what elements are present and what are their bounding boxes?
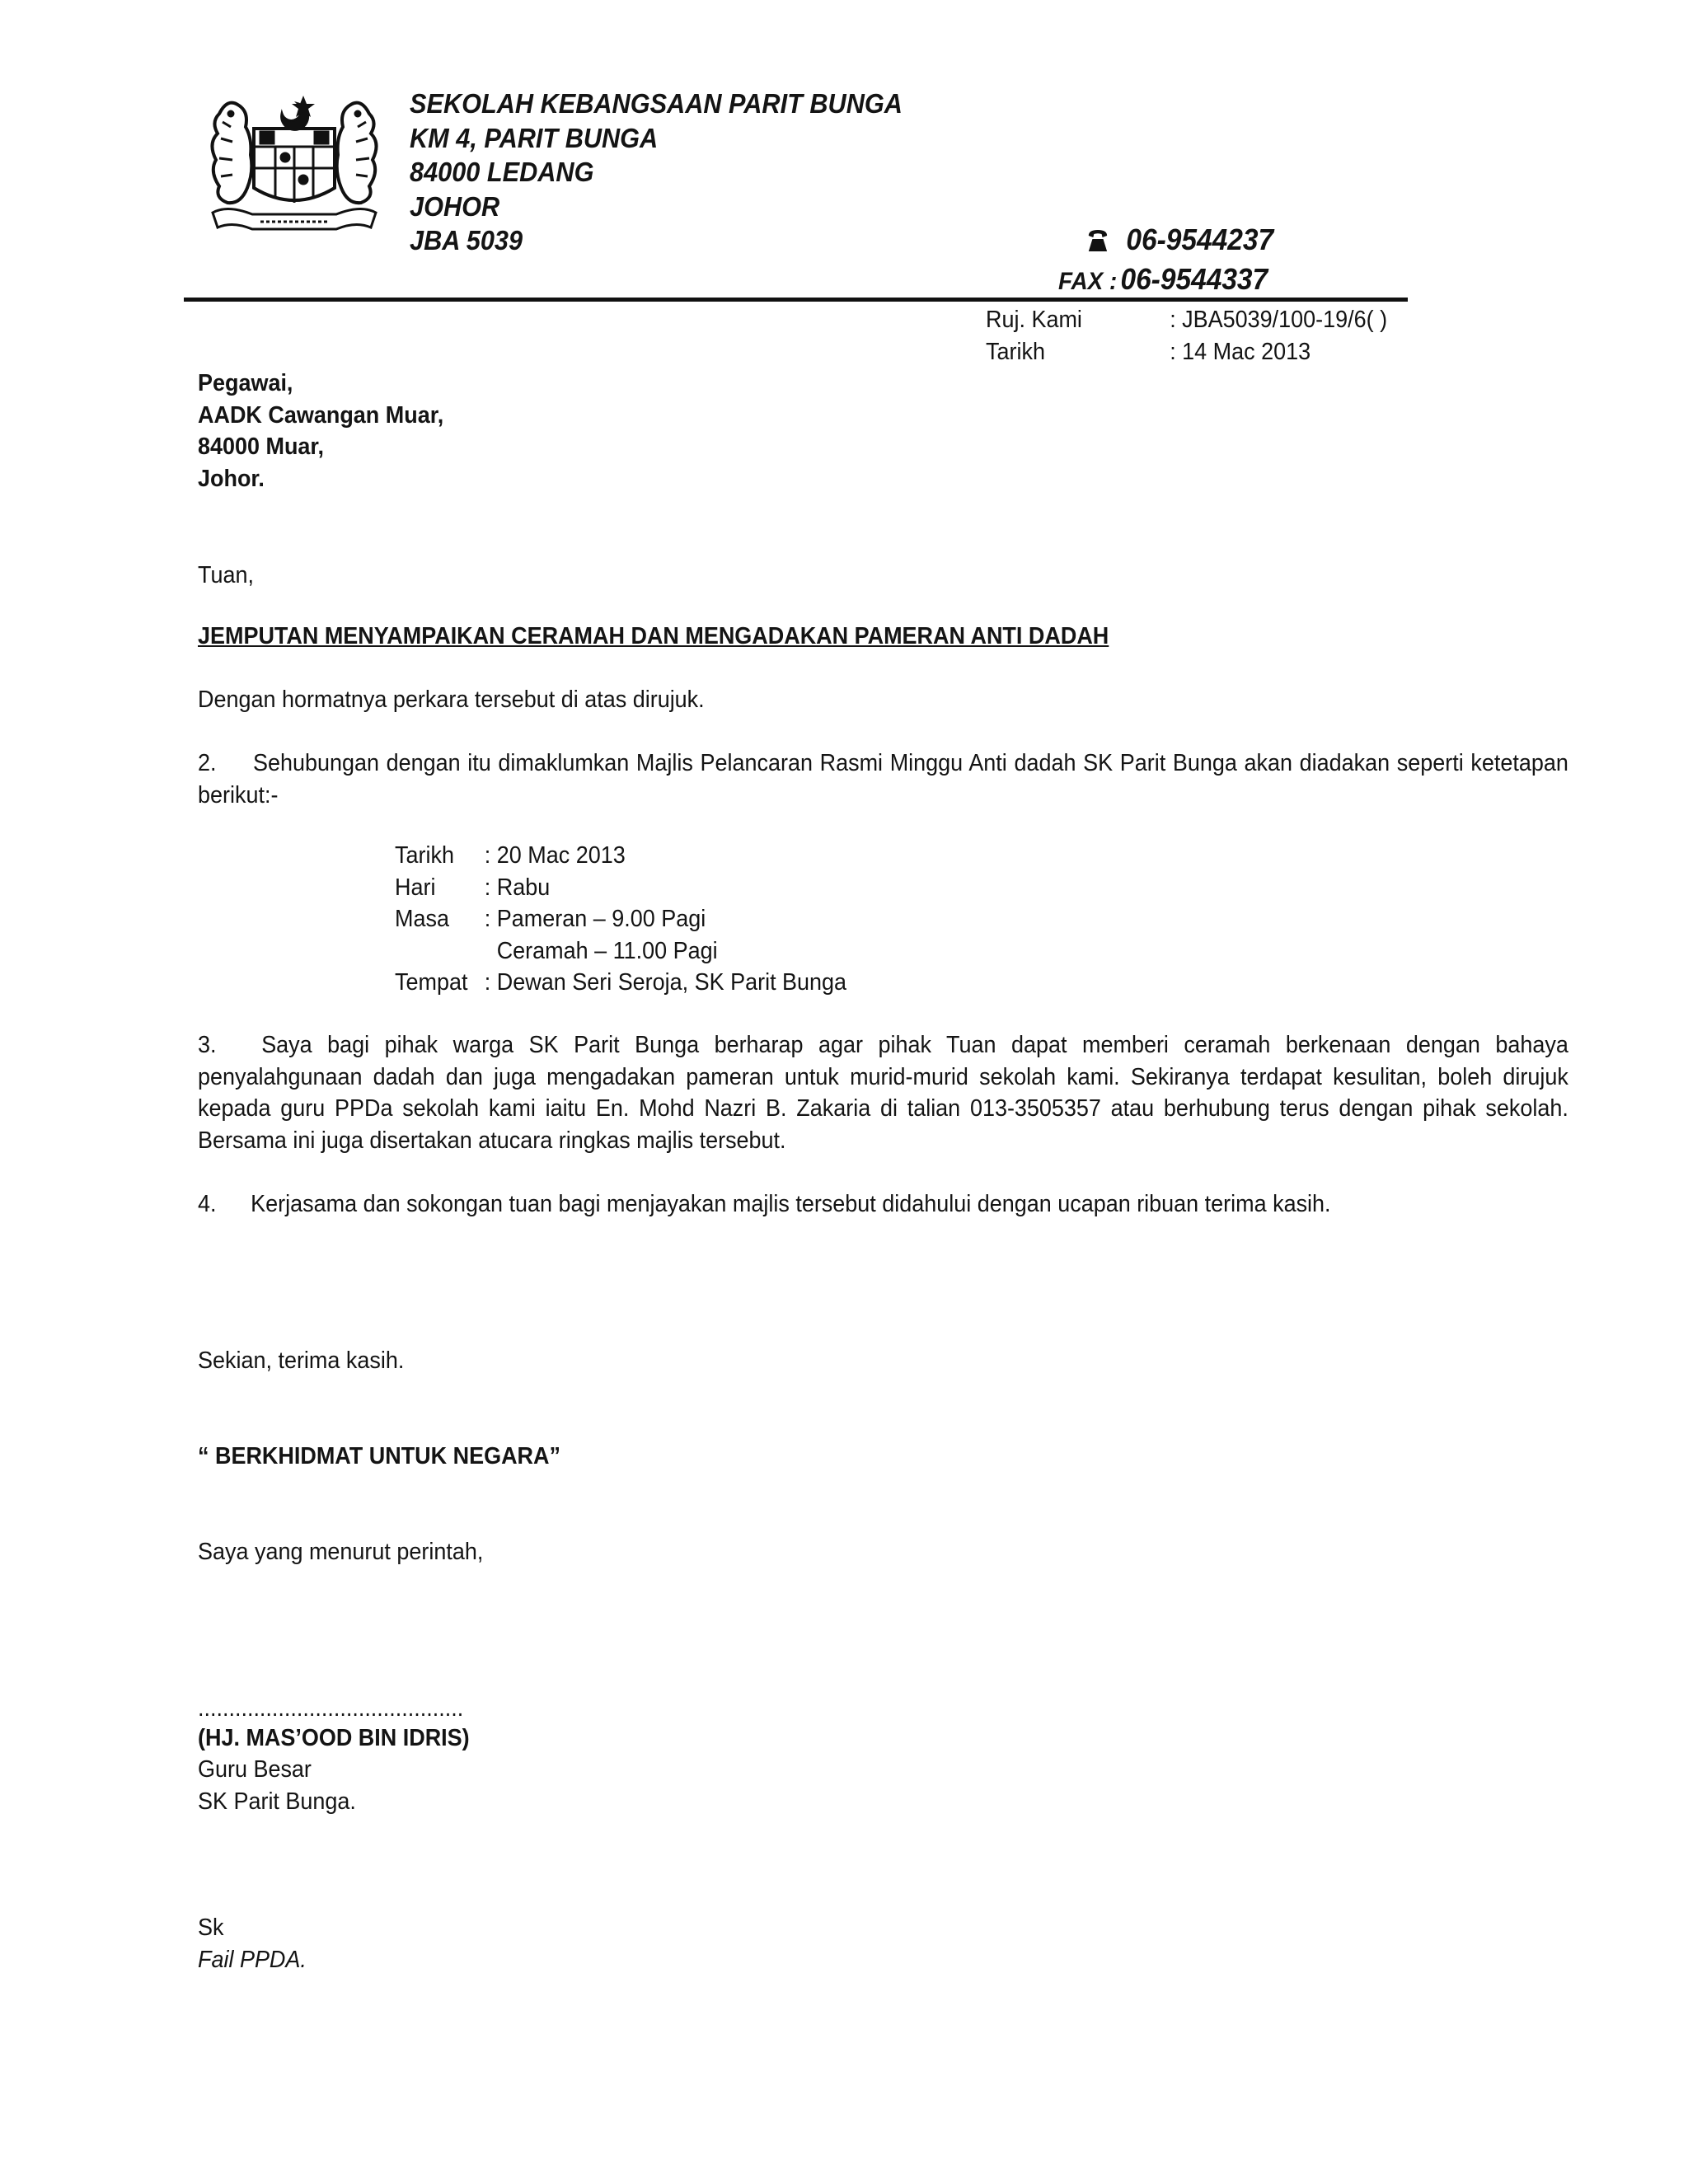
detail-label: Tarikh bbox=[395, 842, 454, 869]
recipient-line: 84000 Muar, bbox=[198, 434, 324, 460]
letterhead-divider bbox=[184, 298, 1408, 302]
signature-line: ........................................... bbox=[198, 1695, 464, 1722]
detail-label: Hari bbox=[395, 874, 436, 901]
closing-thanks: Sekian, terima kasih. bbox=[198, 1347, 405, 1374]
event-details bbox=[395, 840, 846, 999]
paragraph-4 bbox=[198, 1188, 1331, 1221]
date-value: : 14 Mac 2013 bbox=[1170, 338, 1311, 365]
paragraph-2 bbox=[198, 748, 1568, 811]
reference-block bbox=[986, 304, 1387, 368]
school-state: JOHOR bbox=[410, 190, 500, 222]
school-postcode-town: 84000 LEDANG bbox=[410, 157, 594, 187]
school-code: JBA 5039 bbox=[410, 225, 523, 255]
paragraph-number: 2. bbox=[198, 750, 217, 776]
school-name: SEKOLAH KEBANGSAAN PARIT BUNGA bbox=[410, 88, 903, 119]
recipient-line: AADK Cawangan Muar, bbox=[198, 401, 444, 429]
closing-phrase: Saya yang menurut perintah, bbox=[198, 1539, 484, 1565]
signatory-title: Guru Besar bbox=[198, 1756, 312, 1783]
cc-item: Fail PPDA. bbox=[198, 1946, 307, 1973]
paragraph-number: 4. bbox=[198, 1191, 217, 1217]
paragraph-1: Dengan hormatnya perkara tersebut di atas dirujuk. bbox=[198, 687, 705, 713]
school-address-line: KM 4, PARIT BUNGA bbox=[410, 122, 659, 153]
phone-number: 06-9544237 bbox=[1126, 223, 1274, 256]
fax-block bbox=[1058, 262, 1268, 297]
detail-value: : Rabu bbox=[484, 874, 551, 901]
phone-number-block bbox=[1086, 223, 1273, 257]
cc-label: Sk bbox=[198, 1915, 224, 1941]
salutation: Tuan, bbox=[198, 562, 254, 588]
detail-value: Ceramah – 11.00 Pagi bbox=[496, 937, 718, 964]
telephone-icon bbox=[1086, 228, 1109, 253]
recipient-line: Johor. bbox=[198, 465, 265, 492]
fax-label: FAX : bbox=[1058, 268, 1118, 295]
recipient-address bbox=[198, 368, 443, 494]
paragraph-text: Sehubungan dengan itu dimaklumkan Majlis Pelancaran Rasmi Minggu Anti dadah SK Parit Bunga akan diadakan seperti ketetapan berikut:- bbox=[198, 750, 1568, 808]
detail-value: : Dewan Seri Seroja, SK Parit Bunga bbox=[484, 969, 847, 996]
paragraph-3 bbox=[198, 1029, 1568, 1156]
letter-subject: JEMPUTAN MENYAMPAIKAN CERAMAH DAN MENGADAKAN PAMERAN ANTI DADAH bbox=[198, 623, 1109, 649]
detail-label: Masa bbox=[395, 906, 449, 932]
paragraph-text: Saya bagi pihak warga SK Parit Bunga berharap agar pihak Tuan dapat memberi ceramah berkenaan dengan bahaya penyalahgunaan dadah dan juga mengadakan pameran untuk murid-murid sekolah kami. Sekiranya terdapat kesulitan, boleh dirujuk kepada guru PPDa sekolah kami iaitu En. Mohd Nazri B. Zakaria di talian 013-3505357 atau berhubung terus dengan pihak sekolah. Bersama ini juga disertakan atucara ringkas majlis tersebut. bbox=[198, 1032, 1568, 1154]
recipient-line: Pegawai, bbox=[198, 370, 293, 396]
fax-number: 06-9544337 bbox=[1120, 262, 1268, 296]
malaysia-coat-of-arms-icon bbox=[203, 89, 386, 239]
ref-value: : JBA5039/100-19/6( ) bbox=[1170, 307, 1388, 333]
detail-value: : Pameran – 9.00 Pagi bbox=[484, 906, 706, 932]
detail-label: Tempat bbox=[395, 969, 468, 996]
detail-value: : 20 Mac 2013 bbox=[484, 842, 626, 869]
signatory-name: (HJ. MAS’OOD BIN IDRIS) bbox=[198, 1725, 470, 1751]
ref-label: Ruj. Kami bbox=[986, 307, 1082, 333]
paragraph-number: 3. bbox=[198, 1032, 217, 1058]
paragraph-text: Kerjasama dan sokongan tuan bagi menjayakan majlis tersebut didahului dengan ucapan ribuan terima kasih. bbox=[251, 1191, 1331, 1217]
copy-to-block bbox=[198, 1912, 307, 1975]
signatory-title-block bbox=[198, 1754, 356, 1817]
signatory-school: SK Parit Bunga. bbox=[198, 1788, 356, 1815]
date-label: Tarikh bbox=[986, 338, 1045, 365]
motto: “ BERKHIDMAT UNTUK NEGARA” bbox=[198, 1443, 560, 1469]
school-letterhead bbox=[410, 87, 903, 258]
